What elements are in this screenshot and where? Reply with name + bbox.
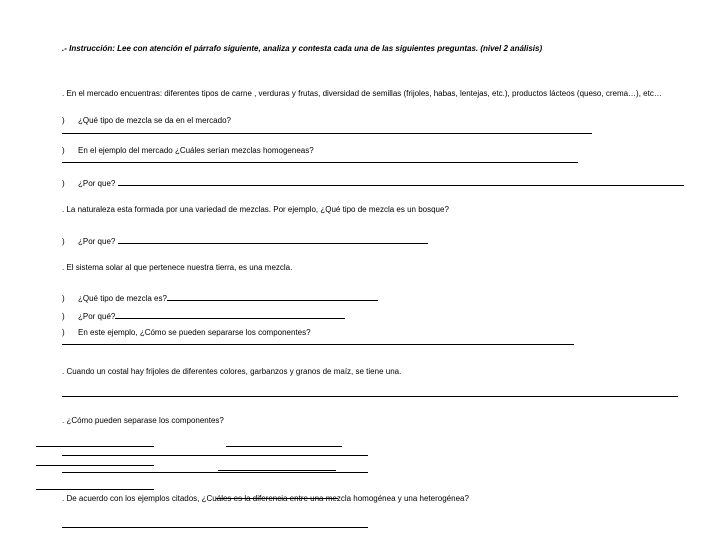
paragraph-nature: . La naturaleza esta formada por una variedad de mezclas. Por ejemplo, ¿Qué tipo de mezcla es un bosque? xyxy=(62,205,449,214)
paragraph-sack: . Cuando un costal hay frijoles de diferentes colores, garbanzos y granos de maíz, se tiene una. xyxy=(62,367,402,376)
question-3 xyxy=(62,176,684,188)
question-5-text: ¿Qué tipo de mezcla es? xyxy=(78,294,167,303)
answer-line-9a[interactable] xyxy=(36,446,154,447)
answer-line-10a[interactable] xyxy=(36,465,154,466)
paragraph-market: . En el mercado encuentras: diferentes tipos de carne , verduras y frutas, diversidad de semillas (frijoles, habas, lentejas, etc.), productos lácteos (queso, crema…), etc… xyxy=(62,89,662,98)
answer-line-5[interactable] xyxy=(167,291,378,301)
question-5 xyxy=(62,291,378,303)
bullet: ) xyxy=(62,146,65,155)
question-2-text: En el ejemplo del mercado ¿Cuáles serían mezclas homogeneas? xyxy=(78,146,314,155)
answer-line-1[interactable] xyxy=(62,133,592,134)
answer-line-7[interactable] xyxy=(62,344,574,345)
instruction: .- Instrucción: Lee con atención el párrafo siguiente, analiza y contesta cada una de las siguientes preguntas. (nivel 2 análisis) xyxy=(62,44,543,53)
answer-line-6[interactable] xyxy=(115,309,345,319)
question-6 xyxy=(62,309,345,321)
bullet: ) xyxy=(62,328,65,337)
question-3-text: ¿Por que? xyxy=(78,179,116,188)
answer-line-8[interactable] xyxy=(62,396,678,397)
answer-line-12[interactable] xyxy=(62,527,368,528)
bullet: ) xyxy=(62,312,65,321)
answer-line-3[interactable] xyxy=(118,176,684,186)
paragraph-difference: . De acuerdo con los ejemplos citados, ¿Cuáles es la diferencia entre una mezcla homogénea y una heterogénea? xyxy=(62,494,469,503)
answer-line-10b[interactable] xyxy=(62,472,368,473)
answer-line-9c[interactable] xyxy=(62,455,368,456)
paragraph-solar-system: . El sistema solar al que pertenece nuestra tierra, es una mezcla. xyxy=(62,263,293,272)
strike-line xyxy=(216,498,338,499)
question-7-text: En este ejemplo, ¿Cómo se pueden separarse los componentes? xyxy=(78,328,311,337)
answer-line-9b[interactable] xyxy=(226,446,342,447)
answer-line-10c[interactable] xyxy=(218,470,336,471)
question-2 xyxy=(62,146,314,155)
question-1 xyxy=(62,116,231,125)
paragraph-separate: . ¿Cómo pueden separase los componentes? xyxy=(62,416,224,425)
bullet: ) xyxy=(62,237,65,246)
question-6-text: ¿Por qué? xyxy=(78,312,116,321)
answer-line-4[interactable] xyxy=(118,234,428,244)
question-4 xyxy=(62,234,428,246)
answer-line-11[interactable] xyxy=(36,489,154,490)
answer-line-2[interactable] xyxy=(62,162,578,163)
question-1-text: ¿Qué tipo de mezcla se da en el mercado? xyxy=(78,116,231,125)
bullet: ) xyxy=(62,294,65,303)
bullet: ) xyxy=(62,179,65,188)
question-7 xyxy=(62,328,311,337)
bullet: ) xyxy=(62,116,65,125)
question-4-text: ¿Por que? xyxy=(78,237,116,246)
